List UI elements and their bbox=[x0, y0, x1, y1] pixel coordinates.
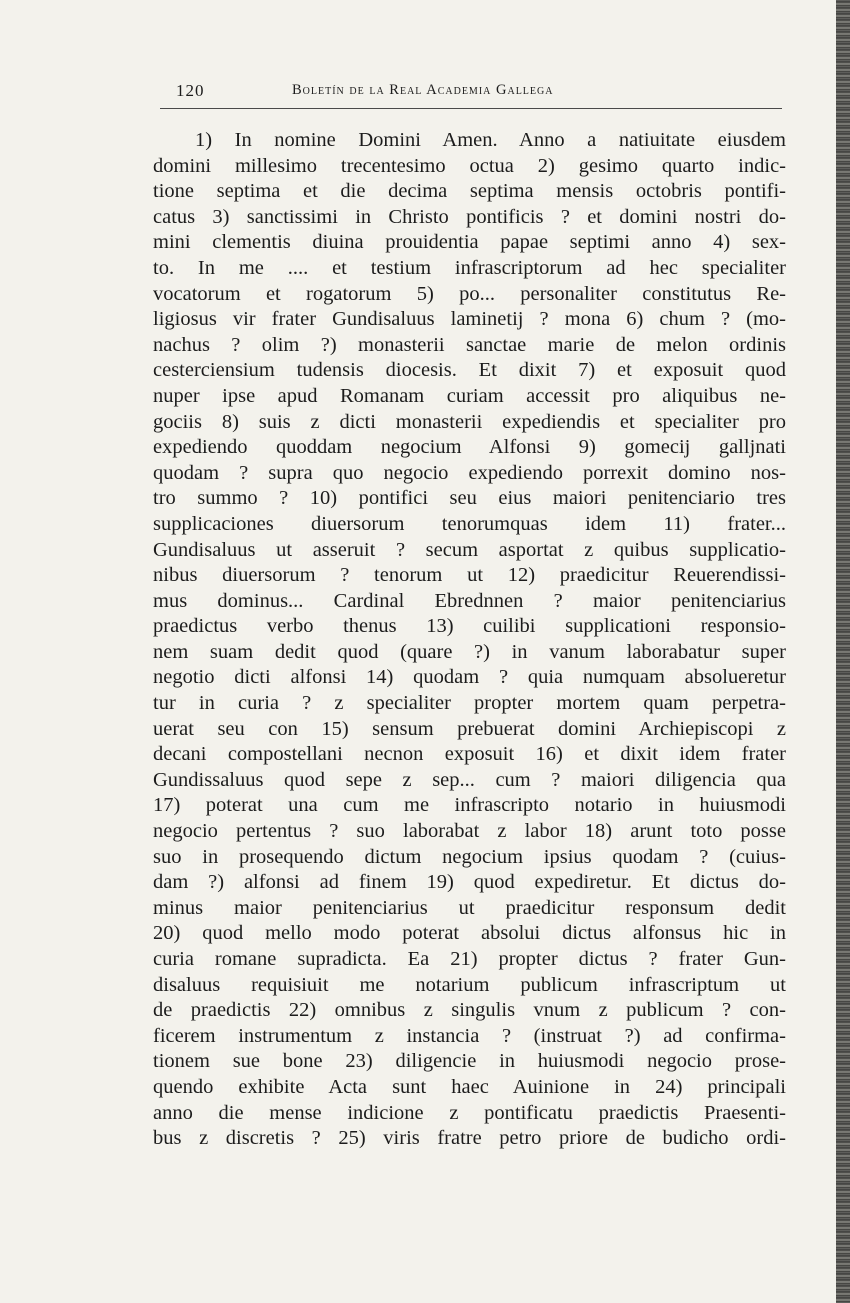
text-line: cesterciensium tudensis diocesis. Et dixit 7) et exposuit quod bbox=[153, 359, 786, 382]
text-line: curia romane supradicta. Ea 21) propter dictus ? frater Gun- bbox=[153, 948, 786, 970]
text-line: to. In me .... et testium infrascriptorum ad hec specialiter bbox=[153, 256, 786, 279]
text-line: quodam ? supra quo negocio expediendo porrexit domino nos- bbox=[153, 461, 786, 484]
text-line: minus maior penitenciarius ut praedicitur responsum dedit bbox=[153, 896, 786, 919]
text-line: praedictus verbo thenus 13) cuilibi supplicationi responsio- bbox=[153, 615, 786, 638]
text-line: ligiosus vir frater Gundisaluus laminetij ? mona 6) chum ? (mo- bbox=[153, 308, 786, 331]
page-number: 120 bbox=[176, 81, 205, 100]
text-line: disaluus requisiuit me notarium publicum infrascriptum ut bbox=[153, 973, 786, 996]
text-line: de praedictis 22) omnibus z singulis vnum z publicum ? con- bbox=[153, 999, 786, 1022]
text-line: uerat seu con 15) sensum prebuerat domini Archiepiscopi z bbox=[153, 717, 786, 740]
text-line: tur in curia ? z specialiter propter mortem quam perpetra- bbox=[153, 692, 786, 715]
text-line: tro summo ? 10) pontifici seu eius maiori penitenciario tres bbox=[153, 487, 786, 510]
text-line: decani compostellani necnon exposuit 16) et dixit idem frater bbox=[153, 743, 786, 766]
text-line: domini millesimo trecentesimo octua 2) gesimo quarto indic- bbox=[153, 154, 786, 177]
text-line: nibus diuersorum ? tenorum ut 12) praedicitur Reuerendissi- bbox=[153, 564, 786, 587]
text-line: ficerem instrumentum z instancia ? (instruat ?) ad confirma- bbox=[153, 1024, 786, 1047]
text-line: bus z discretis ? 25) viris fratre petro priore de budicho ordi- bbox=[153, 1127, 786, 1150]
text-line: nuper ipse apud Romanam curiam accessit pro aliquibus ne- bbox=[153, 384, 786, 407]
text-line: supplicaciones diuersorum tenorumquas idem 11) frater... bbox=[153, 512, 786, 535]
text-line: tionem sue bone 23) diligencie in huiusmodi negocio prose- bbox=[153, 1050, 786, 1073]
header-divider bbox=[160, 108, 782, 109]
text-line: dam ?) alfonsi ad finem 19) quod expediretur. Et dictus do- bbox=[153, 871, 786, 894]
text-line: tione septima et die decima septima mensis octobris pontifi- bbox=[153, 180, 786, 203]
text-line: 1) In nomine Domini Amen. Anno a natiuitate eiusdem bbox=[195, 129, 786, 151]
text-line: expediendo quoddam negocium Alfonsi 9) gomecij galljnati bbox=[153, 436, 786, 459]
document-body bbox=[153, 128, 786, 1152]
text-line: negotio dicti alfonsi 14) quodam ? quia numquam absolueretur bbox=[153, 666, 786, 689]
page-header bbox=[160, 80, 782, 106]
text-line: mus dominus... Cardinal Ebrednnen ? maior penitenciarius bbox=[153, 589, 786, 612]
text-line: 20) quod mello modo poterat absolui dictus alfonsus hic in bbox=[153, 922, 786, 945]
text-line: 17) poterat una cum me infrascripto notario in huiusmodi bbox=[153, 794, 786, 817]
text-line: Gundissaluus quod sepe z sep... cum ? maiori diligencia qua bbox=[153, 768, 786, 791]
text-line: quendo exhibite Acta sunt haec Auinione in 24) principali bbox=[153, 1075, 786, 1098]
scan-edge bbox=[836, 0, 850, 1303]
text-line: suo in prosequendo dictum negocium ipsius quodam ? (cuius- bbox=[153, 845, 786, 868]
text-line: negocio pertentus ? suo laborabat z labor 18) arunt toto posse bbox=[153, 820, 786, 843]
text-line: anno die mense indicione z pontificatu praedictis Praesenti- bbox=[153, 1101, 786, 1124]
running-title: Boletín de la Real Academia Gallega bbox=[292, 82, 554, 98]
text-line: catus 3) sanctissimi in Christo pontificis ? et domini nostri do- bbox=[153, 205, 786, 228]
text-line: nem suam dedit quod (quare ?) in vanum laborabatur super bbox=[153, 640, 786, 663]
text-line: vocatorum et rogatorum 5) po... personaliter constitutus Re- bbox=[153, 282, 786, 305]
text-line: gociis 8) suis z dicti monasterii expediendis et specialiter pro bbox=[153, 410, 786, 433]
text-line: nachus ? olim ?) monasterii sanctae marie de melon ordinis bbox=[153, 333, 786, 356]
text-line: Gundisaluus ut asseruit ? secum asportat z quibus supplicatio- bbox=[153, 538, 786, 561]
text-line: mini clementis diuina prouidentia papae septimi anno 4) sex- bbox=[153, 231, 786, 254]
